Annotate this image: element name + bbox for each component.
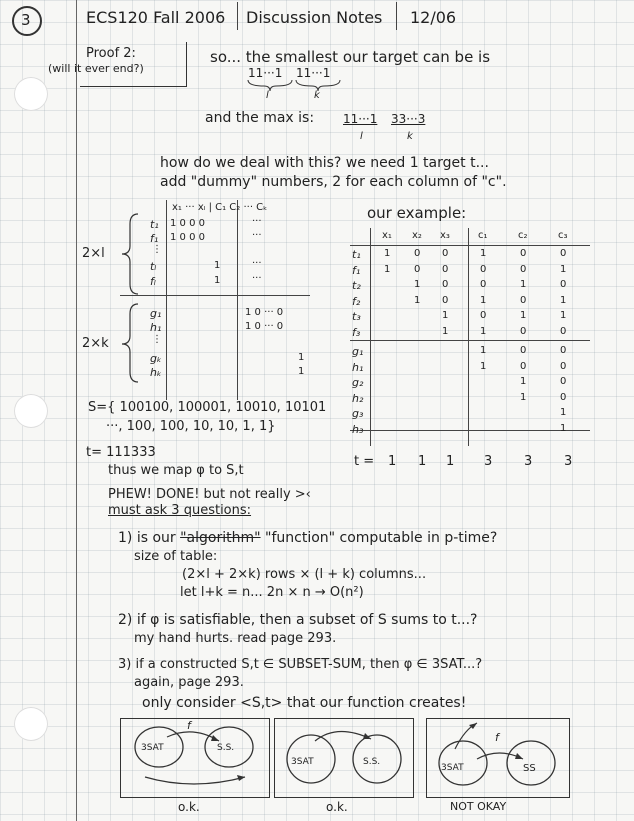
example-total-value: 1: [446, 454, 455, 469]
q3-line-1: 3) if a constructed S,t ∈ SUBSET-SUM, then φ ∈ 3SAT...?: [118, 657, 483, 672]
example-total-value: 1: [388, 454, 397, 469]
diagram-3-caption: NOT OKAY: [450, 800, 507, 813]
notes-title: Discussion Notes: [246, 8, 383, 27]
example-label-divider: [370, 228, 371, 446]
left-row-label: g₁: [150, 307, 162, 320]
example-cell-x: 0: [442, 263, 449, 275]
left-row-x: 1 0 0 0: [170, 232, 205, 243]
example-cell-c: 0: [520, 294, 527, 306]
margin-line: [76, 0, 77, 821]
example-total-value: 3: [484, 454, 493, 469]
diagram-not-ok: [426, 718, 570, 798]
example-total-value: 3: [524, 454, 533, 469]
diagram-1-caption: o.k.: [178, 800, 200, 814]
example-cell-c: 1: [560, 422, 567, 434]
target-value: t= 111333: [86, 445, 156, 460]
example-row-label: t₂: [352, 279, 361, 292]
example-cell-x: 0: [414, 263, 421, 275]
example-cell-c: 0: [560, 248, 567, 259]
example-cell-c: 1: [520, 279, 527, 290]
example-total: [354, 454, 594, 472]
left-row-c: 1: [298, 352, 305, 363]
example-cell-x: 0: [442, 279, 449, 290]
example-cell-c: 0: [520, 345, 527, 356]
example-cell-c: 1: [480, 325, 487, 337]
example-cell-x: 1: [384, 263, 391, 275]
deal-line-1: how do we deal with this? we need 1 target t...: [160, 155, 489, 171]
example-cell-c: 0: [560, 279, 567, 290]
phew-line-2: must ask 3 questions:: [108, 503, 252, 518]
q1-line-2: size of table:: [134, 549, 218, 564]
left-row-x: 1 0 0 0: [170, 218, 205, 229]
diagram-1-drawing: [121, 719, 269, 797]
example-cell-c: 1: [560, 407, 567, 418]
example-cell-c: 1: [480, 360, 487, 372]
example-cell-c: 1: [520, 391, 527, 403]
course-title: ECS120 Fall 2006: [86, 8, 226, 27]
example-row-label: t₃: [352, 310, 361, 323]
left-row-label: hₖ: [150, 366, 162, 379]
example-cell-c: 0: [480, 310, 487, 321]
left-row-label: h₁: [150, 321, 162, 334]
group-label-k: 2×k: [82, 336, 109, 351]
example-cell-c: 1: [480, 248, 487, 259]
left-row-label: ⋮: [152, 334, 162, 345]
example-cell-c: 1: [520, 376, 527, 387]
example-col-header: c₂: [518, 230, 528, 241]
proof-box: [48, 42, 187, 87]
example-row-label: f₁: [352, 263, 361, 277]
page-number-circle: [12, 6, 42, 36]
proof-label: Proof 2:: [86, 46, 136, 61]
example-row-label: t₁: [352, 248, 361, 261]
q1-rest: "function" computable in p-time?: [265, 530, 498, 546]
example-bottom-rule: [350, 430, 590, 431]
example-row-label: h₂: [352, 391, 364, 405]
example-row-label: f₂: [352, 294, 361, 308]
example-cell-x: 1: [442, 325, 449, 337]
left-row-c: 1 0 ··· 0: [245, 307, 284, 318]
max-brace-label-1: l: [360, 131, 363, 142]
example-col-divider: [468, 228, 469, 446]
header-divider: [237, 2, 238, 30]
example-cell-x: 0: [442, 294, 449, 306]
page-number: 3: [21, 11, 31, 29]
max-seq1: 11···1: [343, 112, 378, 126]
smallest-braces: [244, 78, 344, 92]
left-row-c: ···: [252, 258, 262, 269]
left-row-x: 1: [214, 275, 221, 286]
example-cell-x: 1: [414, 279, 421, 290]
diagram-2-right-label: S.S.: [363, 757, 381, 767]
left-table-mid-divider: [120, 295, 310, 296]
diagram-1-arrow-label: f: [187, 719, 191, 732]
example-row-label: f₃: [352, 325, 361, 339]
q1-line-4: let l+k = n... 2n × n → O(n²): [180, 585, 364, 600]
diagram-3-arrow-label: f: [495, 731, 499, 744]
diagram-3-right-label: SS: [523, 763, 536, 774]
left-table-label-divider: [166, 200, 167, 400]
example-cell-c: 0: [520, 325, 527, 337]
example-cell-c: 0: [560, 376, 567, 387]
example-cell-c: 1: [480, 294, 487, 306]
left-row-label: fₗ: [150, 275, 156, 288]
example-mid-rule: [350, 340, 590, 341]
example-cell-c: 0: [520, 248, 527, 259]
set-s-line-2: ···, 100, 100, 10, 10, 1, 1}: [106, 419, 276, 434]
smallest-brace-label-2: k: [314, 90, 320, 101]
example-cell-c: 1: [480, 345, 487, 356]
example-col-header: c₃: [558, 230, 568, 241]
example-col-header: x₁: [382, 230, 392, 241]
only-consider: only consider <S,t> that our function creates!: [142, 695, 467, 711]
example-row-label: h₃: [352, 422, 364, 436]
binder-hole-middle: [14, 394, 48, 428]
set-s-line-1: S={ 100100, 100001, 10010, 10101: [88, 400, 327, 415]
example-col-header: x₃: [440, 230, 450, 241]
left-table-header: x₁ ··· xₗ | C₁ C₂ ··· Cₖ: [172, 202, 268, 213]
left-row-c: 1: [298, 366, 305, 377]
proof-subtitle: (will it ever end?): [48, 62, 144, 75]
left-row-c: ···: [252, 273, 262, 284]
example-title: our example:: [367, 204, 467, 222]
smallest-text: so... the smallest our target can be is: [210, 48, 491, 66]
target-map: thus we map φ to S,t: [108, 463, 244, 478]
diagram-2-left-label: 3SAT: [291, 757, 314, 767]
diagram-3-left-label: 3SAT: [441, 763, 464, 773]
max-text: and the max is:: [205, 110, 315, 126]
example-cell-c: 0: [480, 263, 487, 275]
example-total-value: 1: [418, 454, 427, 469]
example-cell-c: 1: [520, 310, 527, 321]
left-table-col-divider: [237, 200, 238, 400]
smallest-seq2: 11···1: [296, 66, 331, 80]
example-cell-c: 0: [480, 279, 487, 290]
max-seq2: 33···3: [391, 112, 426, 126]
example-header-rule: [350, 245, 590, 246]
example-cell-c: 0: [560, 345, 567, 356]
group-label-l: 2×l: [82, 246, 105, 261]
example-cell-c: 0: [560, 360, 567, 372]
example-cell-x: 1: [384, 248, 391, 259]
group-braces: [118, 212, 142, 384]
example-row-label: g₁: [352, 345, 364, 358]
diagram-ok-1: [120, 718, 270, 798]
example-cell-c: 0: [560, 391, 567, 403]
left-row-c: ···: [252, 216, 262, 227]
left-row-label: tₗ: [150, 260, 157, 273]
max-brace-label-2: k: [407, 131, 413, 142]
binder-hole-top: [14, 77, 48, 111]
q3-line-2: again, page 293.: [134, 675, 244, 690]
example-cell-c: 0: [520, 360, 527, 372]
example-total-label: t =: [354, 454, 375, 469]
left-row-c: 1 0 ··· 0: [245, 321, 284, 332]
left-row-label: f₁: [150, 232, 159, 245]
example-total-value: 3: [564, 454, 573, 469]
diagram-1-right-label: S.S.: [217, 743, 235, 753]
left-row-label: gₖ: [150, 352, 162, 365]
example-cell-x: 1: [414, 294, 421, 306]
smallest-seq1: 11···1: [248, 66, 283, 80]
q2-line-2: my hand hurts. read page 293.: [134, 631, 337, 646]
smallest-brace-label-1: l: [266, 90, 269, 101]
binder-hole-bottom: [14, 707, 48, 741]
header-divider: [396, 2, 397, 30]
example-row-label: g₂: [352, 376, 364, 389]
deal-line-2: add "dummy" numbers, 2 for each column of "c".: [160, 174, 507, 190]
q1-line-3: (2×l + 2×k) rows × (l + k) columns...: [182, 567, 427, 582]
example-cell-c: 1: [560, 294, 567, 306]
example-cell-c: 1: [560, 310, 567, 321]
left-row-c: ···: [252, 230, 262, 241]
left-row-label: ⋮: [152, 244, 162, 255]
q1-prefix: 1) is our: [118, 530, 176, 546]
example-cell-c: 0: [520, 263, 527, 275]
example-cell-x: 1: [442, 310, 449, 321]
date: 12/06: [410, 8, 457, 27]
left-row-x: 1: [214, 260, 221, 271]
q1-struck-word: "algorithm": [180, 530, 261, 546]
diagram-1-left-label: 3SAT: [141, 743, 164, 753]
diagram-2-caption: o.k.: [326, 800, 348, 814]
q1-line-1: [118, 530, 497, 546]
example-row-label: g₃: [352, 407, 364, 420]
example-cell-c: 0: [560, 325, 567, 337]
phew-line-1: PHEW! DONE! but not really >‹: [108, 487, 311, 502]
example-cell-x: 0: [442, 248, 449, 259]
diagram-ok-2: [274, 718, 414, 798]
example-cell-c: 1: [560, 263, 567, 275]
example-cell-x: 0: [414, 248, 421, 259]
example-row-label: h₁: [352, 360, 364, 374]
example-col-header: c₁: [478, 230, 488, 241]
example-col-header: x₂: [412, 230, 422, 241]
q2-line-1: 2) if φ is satisfiable, then a subset of S sums to t...?: [118, 612, 478, 628]
left-row-label: t₁: [150, 218, 159, 231]
